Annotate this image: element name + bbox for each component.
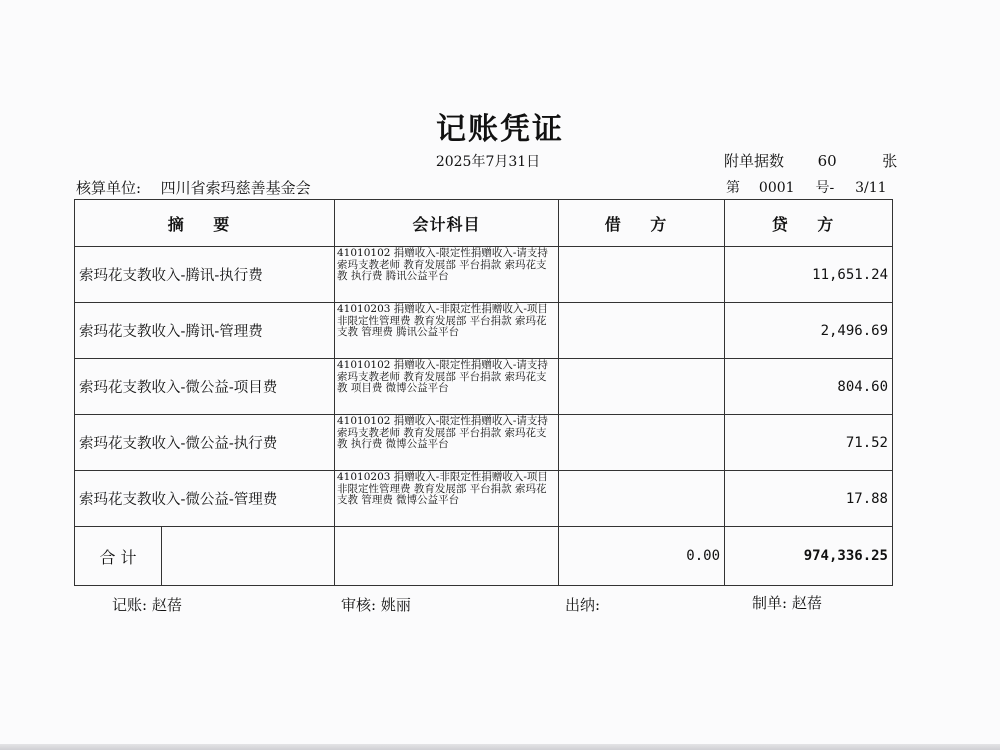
preparer-label: 制单: (752, 594, 788, 612)
preparer-name: 赵蓓 (791, 594, 822, 612)
scan-edge (0, 744, 1000, 750)
row-credit: 2,496.69 (725, 303, 893, 359)
entity-label: 核算单位: (76, 179, 142, 197)
cashier-label: 出纳: (565, 596, 601, 614)
row-debit (559, 471, 725, 527)
table-header (75, 200, 893, 247)
account-text: 41010203 捐赠收入-非限定性捐赠收入-项目非限定性管理费 教育发展部 平台捐款 索玛花支教 管理费 微博公益平台 (337, 471, 548, 506)
attachments-label: 附单据数 (724, 152, 785, 170)
row-debit (559, 359, 725, 415)
row-credit: 11,651.24 (725, 247, 893, 303)
total-account-cell (335, 527, 559, 586)
row-debit (559, 415, 725, 471)
row-account (335, 359, 559, 415)
page-indicator: 3/11 (855, 180, 887, 196)
number-suffix: 号- (815, 180, 835, 196)
reviewer-name: 姚丽 (380, 596, 411, 614)
row-debit (559, 247, 725, 303)
row-account (335, 415, 559, 471)
total-debit: 0.00 (559, 527, 725, 586)
table-row (75, 415, 893, 471)
bookkeeper-label: 记账: (112, 596, 148, 614)
reviewer-signature (341, 594, 411, 615)
account-text: 41010102 捐赠收入-限定性捐赠收入-请支持索玛支教老师 教育发展部 平台捐款 索玛花支教 执行费 腾讯公益平台 (337, 247, 548, 282)
attachments-unit: 张 (882, 152, 898, 170)
header-debit: 借 方 (559, 200, 725, 247)
table-row (75, 303, 893, 359)
account-text: 41010102 捐赠收入-限定性捐赠收入-请支持索玛支教老师 教育发展部 平台捐款 索玛花支教 项目费 微博公益平台 (337, 359, 548, 394)
account-text: 41010203 捐赠收入-非限定性捐赠收入-项目非限定性管理费 教育发展部 平台捐款 索玛花支教 管理费 腾讯公益平台 (337, 303, 548, 338)
header-credit: 贷 方 (725, 200, 893, 247)
row-account (335, 303, 559, 359)
row-summary: 索玛花支教收入-微公益-项目费 (75, 359, 335, 415)
reviewer-label: 审核: (341, 596, 377, 614)
number-prefix: 第 (726, 180, 740, 196)
header-summary: 摘 要 (75, 200, 335, 247)
bookkeeper-signature (112, 594, 182, 615)
voucher-date: 2025年7月31日 (435, 154, 541, 170)
number-value: 0001 (758, 180, 795, 196)
row-debit (559, 303, 725, 359)
table-row (75, 359, 893, 415)
row-summary: 索玛花支教收入-腾讯-执行费 (75, 247, 335, 303)
accounting-entity (76, 177, 311, 198)
table-row (75, 247, 893, 303)
row-account (335, 471, 559, 527)
total-row (75, 527, 893, 586)
row-account (335, 247, 559, 303)
row-summary: 索玛花支教收入-微公益-执行费 (75, 415, 335, 471)
row-summary: 索玛花支教收入-腾讯-管理费 (75, 303, 335, 359)
row-credit: 804.60 (725, 359, 893, 415)
entity-name: 四川省索玛慈善基金会 (160, 179, 311, 197)
attachments-count: 60 (817, 152, 837, 170)
row-credit: 17.88 (725, 471, 893, 527)
table-row (75, 471, 893, 527)
voucher-title: 记账凭证 (436, 112, 564, 147)
total-label: 合 计 (75, 527, 162, 585)
voucher-table (74, 199, 893, 586)
cashier-signature (565, 594, 600, 615)
voucher-number (726, 177, 887, 197)
total-label-cell (75, 527, 335, 586)
row-credit: 71.52 (725, 415, 893, 471)
account-text: 41010102 捐赠收入-限定性捐赠收入-请支持索玛支教老师 教育发展部 平台捐款 索玛花支教 执行费 微博公益平台 (337, 415, 548, 450)
preparer-signature (752, 592, 822, 613)
total-credit: 974,336.25 (725, 527, 893, 586)
bookkeeper-name: 赵蓓 (151, 596, 182, 614)
attachments-info (724, 150, 897, 171)
row-summary: 索玛花支教收入-微公益-管理费 (75, 471, 335, 527)
header-account: 会计科目 (335, 200, 559, 247)
